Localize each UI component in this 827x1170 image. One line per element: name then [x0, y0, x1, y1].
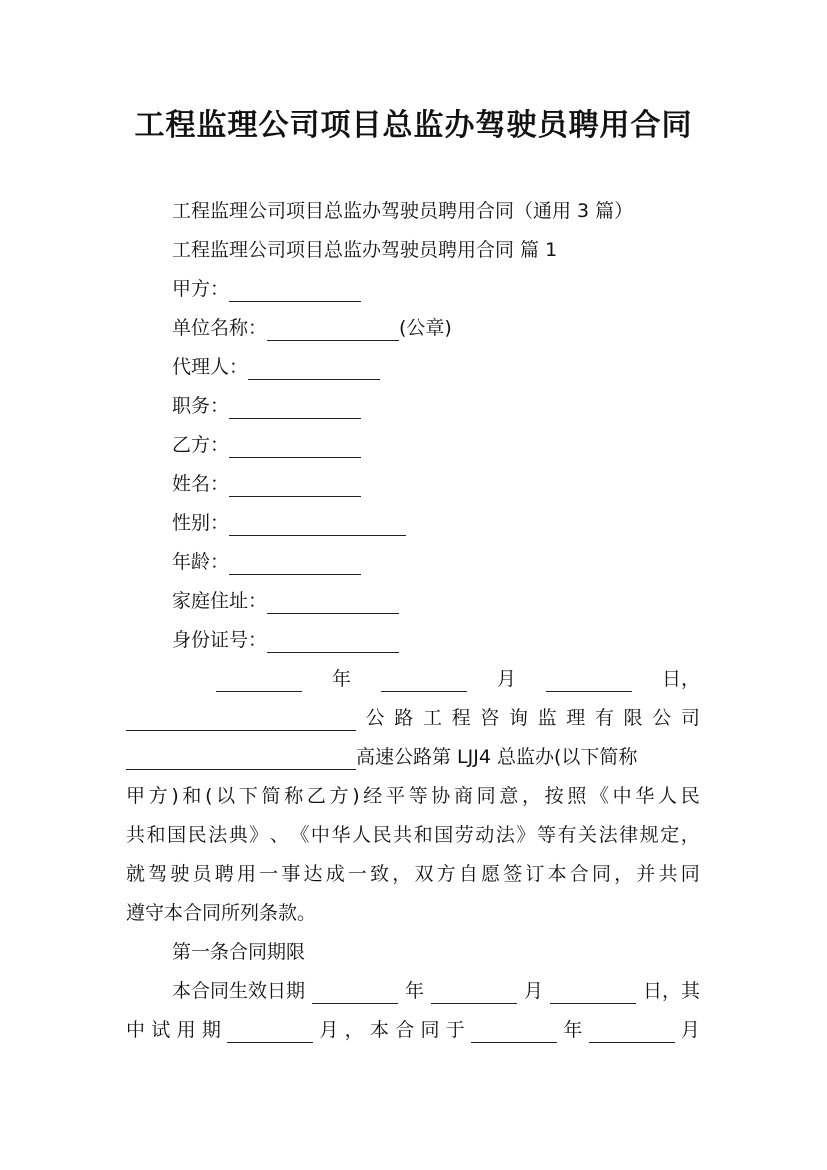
text-char: 《: [290, 824, 310, 846]
text-char: 典: [228, 824, 248, 846]
text-char: 方: [329, 785, 349, 807]
date-day-label: 日，: [661, 668, 700, 690]
text-char: 共: [658, 863, 678, 885]
text-char: 驾: [148, 863, 168, 885]
text-char: 和: [413, 824, 433, 846]
text-char: 公: [365, 707, 385, 729]
field-name: [172, 471, 361, 497]
text-char: 同: [476, 785, 496, 807]
blank-field: [550, 983, 636, 1004]
blank-field: [229, 281, 361, 302]
text-char: 同: [680, 863, 700, 885]
text-char: 法: [208, 824, 228, 846]
text-char: 同: [591, 863, 611, 885]
text-char: 民: [187, 824, 207, 846]
field-party-a: [172, 276, 361, 302]
text-char: 程: [451, 707, 471, 729]
text-char: 以: [216, 785, 236, 807]
text-char: 民: [372, 824, 392, 846]
date-month-label: 月: [496, 668, 516, 690]
text-char: 合: [395, 1019, 415, 1041]
text-char: 共: [126, 824, 146, 846]
text-char: 一: [259, 863, 279, 885]
field-label: 姓名：: [172, 473, 230, 495]
body-text: 日，其: [642, 980, 700, 1002]
body-line-5: [126, 822, 700, 848]
blank-field: [126, 749, 356, 770]
text-char: 乙: [306, 785, 326, 807]
blank-field: [126, 710, 356, 731]
text-char: 司: [680, 707, 700, 729]
field-label: 年龄：: [172, 551, 230, 573]
text-char: 有: [557, 824, 577, 846]
text-char: 关: [578, 824, 598, 846]
text-char: 理: [566, 707, 586, 729]
text-char: 月: [680, 1019, 700, 1041]
field-label: 单位名称：: [172, 317, 268, 339]
blank-field: [267, 320, 399, 341]
text-char: (: [205, 785, 213, 807]
field-position: [172, 393, 361, 419]
text-char: 期: [201, 1019, 221, 1041]
article-1-heading: 第一条合同期限: [172, 941, 306, 963]
field-label: 家庭住址：: [172, 590, 268, 612]
blank-field: [471, 1022, 557, 1043]
blank-field: [229, 554, 361, 575]
field-unit-name: [172, 315, 452, 341]
text-char: 共: [393, 824, 413, 846]
blank-field: [227, 1022, 313, 1043]
text-char: 下: [238, 785, 258, 807]
text-char: 达: [303, 863, 323, 885]
text-char: 于: [445, 1019, 465, 1041]
text-char: 等: [536, 824, 556, 846]
text-char: ): [171, 785, 179, 807]
field-label: 性别：: [172, 512, 230, 534]
body-text: 年: [404, 980, 424, 1002]
text-char: 本: [547, 863, 567, 885]
text-char: 双: [414, 863, 434, 885]
text-char: 协: [431, 785, 451, 807]
text-char: 规: [639, 824, 659, 846]
text-char: 人: [658, 785, 678, 807]
body-text: 本合同生效日期: [172, 980, 306, 1002]
field-label: 代理人：: [172, 356, 249, 378]
body-line-company: [126, 705, 700, 731]
text-char: 方: [148, 785, 168, 807]
text-char: 自: [458, 863, 478, 885]
text-char: 国: [167, 824, 187, 846]
text-char: 同: [420, 1019, 440, 1041]
text-char: 定: [660, 824, 680, 846]
text-char: 华: [331, 824, 351, 846]
text-char: 意: [499, 785, 519, 807]
text-char: 法: [495, 824, 515, 846]
blank-field: [589, 1022, 675, 1043]
document-title: 工程监理公司项目总监办驾驶员聘用合同: [134, 108, 693, 143]
blank-field: [546, 671, 632, 692]
text-char: 华: [635, 785, 655, 807]
text-char: 中: [310, 824, 330, 846]
text-char: 中: [126, 1019, 146, 1041]
blank-field: [312, 983, 398, 1004]
text-char: 合: [569, 863, 589, 885]
text-char: 和: [182, 785, 202, 807]
body-line-highway: [126, 744, 637, 770]
field-party-b: [172, 432, 361, 458]
text-char: 经: [363, 785, 383, 807]
blank-field: [216, 671, 302, 692]
text-char: 中: [612, 785, 632, 807]
blank-field: [248, 359, 380, 380]
text-char: 国: [434, 824, 454, 846]
body-line-date: [216, 666, 700, 692]
article-1-line-1: [172, 978, 700, 1004]
text-char: 本: [369, 1019, 389, 1041]
text-char: 用: [236, 863, 256, 885]
text-char: 动: [475, 824, 495, 846]
text-char: 按: [544, 785, 564, 807]
text-char: 并: [636, 863, 656, 885]
text-char: 订: [525, 863, 545, 885]
blank-field: [267, 593, 399, 614]
date-year-label: 年: [331, 668, 351, 690]
text-char: 驶: [170, 863, 190, 885]
text-char: 人: [352, 824, 372, 846]
text-char: 有: [594, 707, 614, 729]
blank-field: [267, 632, 399, 653]
field-gender: [172, 510, 406, 536]
text-char: 工: [422, 707, 442, 729]
blank-field: [229, 437, 361, 458]
text-char: 》: [516, 824, 536, 846]
text-char: 致: [370, 863, 390, 885]
field-age: [172, 549, 361, 575]
text-char: 年: [563, 1019, 583, 1041]
article-1-line-2: [126, 1017, 700, 1043]
text-char: 聘: [214, 863, 234, 885]
text-char: 和: [146, 824, 166, 846]
text-char: 成: [325, 863, 345, 885]
field-id-number: [172, 627, 399, 653]
text-char: 员: [192, 863, 212, 885]
text-char: 《: [590, 785, 610, 807]
text-char: 用: [176, 1019, 196, 1041]
blank-field: [381, 671, 467, 692]
body-line-4: [126, 783, 700, 809]
text-char: 照: [567, 785, 587, 807]
text-char: 月: [319, 1019, 339, 1041]
text-char: 民: [680, 785, 700, 807]
text-char: 甲: [126, 785, 146, 807]
text-char: 法: [598, 824, 618, 846]
text-char: ，: [392, 863, 412, 885]
text-char: 》: [249, 824, 269, 846]
subtitle: 工程监理公司项目总监办驾驶员聘用合同（通用 3 篇）: [172, 200, 634, 222]
blank-field: [229, 515, 406, 536]
text-char: 公: [652, 707, 672, 729]
text-char: ，: [521, 785, 541, 807]
text-char: 律: [619, 824, 639, 846]
text-char: 等: [408, 785, 428, 807]
text-char: 愿: [481, 863, 501, 885]
field-suffix: (公章): [399, 317, 452, 339]
text-char: 劳: [454, 824, 474, 846]
text-char: 事: [281, 863, 301, 885]
text-char: 签: [503, 863, 523, 885]
text-char: 限: [623, 707, 643, 729]
text-char: 称: [284, 785, 304, 807]
field-agent: [172, 354, 380, 380]
text-char: 询: [508, 707, 528, 729]
field-label: 乙方：: [172, 434, 230, 456]
text-char: 咨: [480, 707, 500, 729]
text-char: ): [352, 785, 360, 807]
text-char: 方: [436, 863, 456, 885]
body-text: 高速公路第 LJJ4 总监办(以下简称: [356, 746, 638, 768]
field-home-address: [172, 588, 399, 614]
text-char: 试: [151, 1019, 171, 1041]
field-label: 职务：: [172, 395, 230, 417]
section-heading: 工程监理公司项目总监办驾驶员聘用合同 篇 1: [172, 239, 558, 261]
text-char: 监: [537, 707, 557, 729]
blank-field: [229, 476, 361, 497]
text-char: ，: [614, 863, 634, 885]
field-label: 身份证号：: [172, 629, 268, 651]
text-char: 路: [394, 707, 414, 729]
text-char: 商: [453, 785, 473, 807]
text-char: 简: [261, 785, 281, 807]
body-text: 月: [523, 980, 543, 1002]
text-char: ，: [344, 1019, 364, 1041]
body-line-6: [126, 861, 700, 887]
text-char: 平: [385, 785, 405, 807]
field-label: 甲方：: [172, 278, 230, 300]
text-char: ，: [680, 824, 700, 846]
body-line-7: 遵守本合同所列条款。: [126, 902, 317, 924]
blank-field: [229, 398, 361, 419]
text-char: 、: [269, 824, 289, 846]
text-char: 就: [126, 863, 146, 885]
text-char: 一: [347, 863, 367, 885]
blank-field: [431, 983, 517, 1004]
